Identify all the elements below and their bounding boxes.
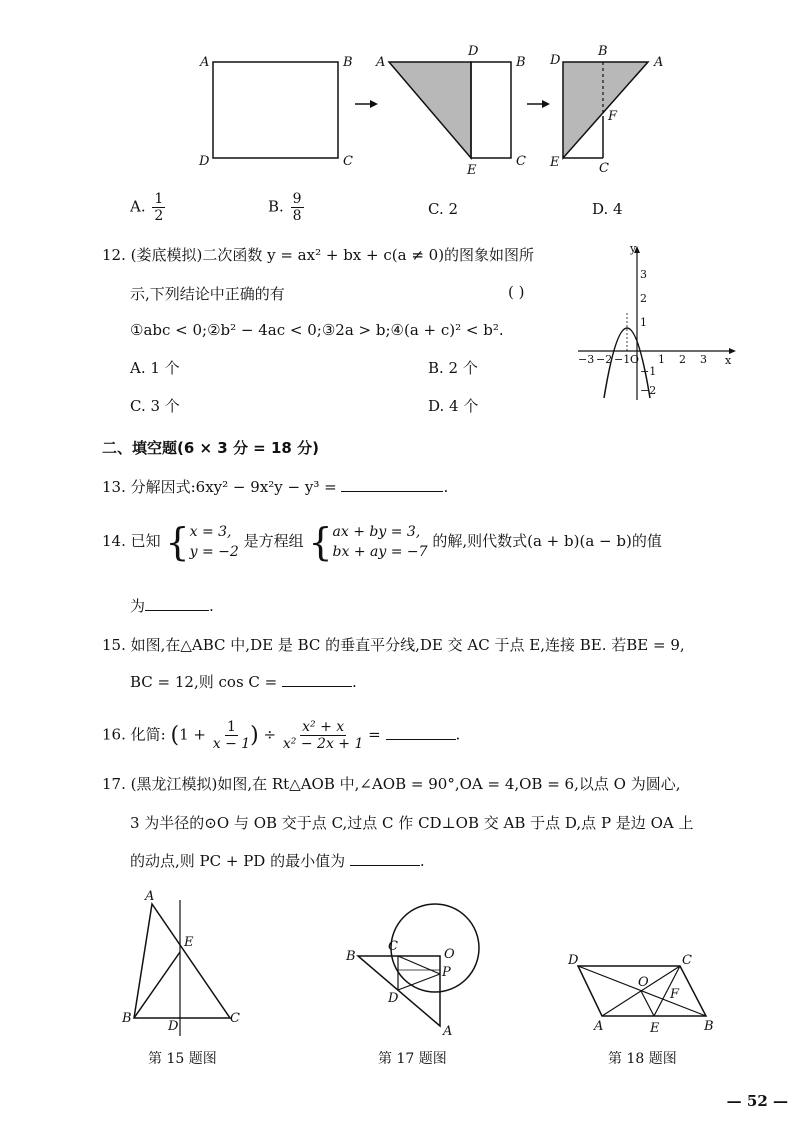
q11-option-a: A. $\frac{1}{2}$ [130,191,164,224]
label-d3: D [550,53,561,68]
fraction-b: $\frac{9}{8}$ [292,191,302,224]
y-tick-2: 2 [640,292,647,305]
segment-be [134,952,180,1018]
f15-label-a: A [145,889,155,904]
q14-line1: 14. 已知 { x = 3, y = −2 是方程组 { ax + by = 3, bx + ay = −7 的解,则代数式(a + b)(a − b)的值 [102,520,662,564]
q12-option-c: C. 3 个 [130,397,180,415]
f15-label-d: D [168,1019,179,1034]
arrow-1-head [370,100,378,108]
segment-cp [398,956,440,974]
q16-fraction-1: $\frac{1}{x - 1}$ [212,719,251,752]
caption-17: 第 17 题图 [378,1051,447,1067]
f18-label-c: C [682,953,692,968]
label-a3: A [654,55,664,70]
f17-label-b: B [346,949,356,964]
label-e3: E [550,155,560,170]
q16-blank[interactable] [386,725,456,740]
q12-line3: ①abc < 0;②b² − 4ac < 0;③2a > b;④(a + c)² < b². [130,321,504,339]
q16-fraction-2: $\frac{\text{x² + x}}{\text{x² − 2x + 1}}$ [282,719,364,752]
figure-17 [345,904,479,1039]
f18-label-o: O [638,975,649,990]
f17-label-d: D [388,991,399,1006]
rect-abcd [213,62,338,158]
arrow-2-head [542,100,550,108]
f17-label-a: A [443,1024,453,1039]
q14-blank[interactable] [145,596,209,611]
f18-label-b: B [704,1019,714,1034]
f18-label-f: F [670,987,680,1002]
f17-label-o: O [444,947,455,962]
system-2: ax + by = 3, bx + ay = −7 [332,524,428,560]
section-title: 二、填空题(6 × 3 分 = 18 分) [102,439,319,457]
rect-2 [471,62,511,158]
q11-option-b: B. $\frac{9}{8}$ [268,191,302,224]
x-tick-3: 3 [700,353,707,366]
bottom-figures [0,880,794,1050]
q17-line2: 3 为半径的⊙O 与 OB 交于点 C,过点 C 作 CD⊥OB 交 AB 于点 D,点 P 是边 OA 上 [130,814,694,832]
y-label: y [630,242,637,255]
label-d1: D [199,154,210,169]
label-a2: A [376,55,386,70]
q11-option-d: D. 4 [592,200,623,218]
y-tick-m1: −1 [640,365,657,378]
figure-15 [121,889,240,1036]
shaded-triangle-3 [563,62,648,158]
q12-option-a: A. 1 个 [130,359,180,377]
segment-pd [398,974,440,990]
label-c1: C [343,154,353,169]
x-tick-2: 2 [679,353,686,366]
q17-line3: 的动点,则 PC + PD 的最小值为 . [130,852,425,870]
label-b1: B [343,55,353,70]
q11-option-c: C. 2 [428,200,459,218]
q15-blank[interactable] [282,672,352,687]
x-tick-m2: −2 [596,353,613,366]
q12-line1: 12. (娄底模拟)二次函数 y = ax² + bx + c(a ≠ 0)的图象如图所 [102,246,535,264]
fold-figure [0,0,794,240]
label-c2: C [516,154,526,169]
x-tick-m3: −3 [578,353,595,366]
q15-line2: BC = 12,则 cos C = . [130,673,357,691]
q12-option-d: D. 4 个 [428,397,479,415]
q12-option-b: B. 2 个 [428,359,478,377]
origin-label: O [630,353,640,366]
x-label: x [725,354,732,367]
q12-paren: ( ) [508,283,525,301]
q17-blank[interactable] [350,851,420,866]
y-tick-m2: −2 [640,384,657,397]
f18-label-d: D [568,953,579,968]
x-tick-m1: −1 [614,353,631,366]
page-number: — 52 — [726,1092,788,1110]
q16: 16. 化简: (1 + $\frac{1}{x - 1}$ ) ÷ $\frac{\text{x² + x}}{\text{x² − 2x + 1}}$ = . [102,719,461,752]
q15-line1: 15. 如图,在△ABC 中,DE 是 BC 的垂直平分线,DE 交 AC 于点 E,连接 BE. 若BE = 9, [102,636,685,654]
f15-label-b: B [122,1011,132,1026]
label-a1: A [200,55,210,70]
caption-18: 第 18 题图 [608,1051,677,1067]
label-f3: F [608,109,618,124]
q13-blank[interactable] [341,477,443,492]
f15-label-c: C [230,1011,240,1026]
circle-o [391,904,479,992]
q12-line2: 示,下列结论中正确的有 [130,285,285,303]
f18-label-a: A [594,1019,604,1034]
q14-line2: 为 . [130,597,214,615]
triangle-abc [134,904,230,1018]
f17-label-p: P [442,965,451,980]
y-tick-1: 1 [640,316,647,329]
label-b3: B [598,44,608,59]
label-e2: E [467,163,477,178]
q17-line1: 17. (黑龙江模拟)如图,在 Rt△AOB 中,∠AOB = 90°,OA = 4,OB = 6,以点 O 为圆心, [102,775,681,793]
f18-label-e: E [650,1021,660,1036]
f17-label-c: C [388,939,398,954]
label-d2: D [468,44,479,59]
system-1: x = 3, y = −2 [189,524,239,560]
x-tick-1: 1 [658,353,665,366]
label-c3: C [599,161,609,176]
label-b2: B [516,55,526,70]
y-tick-3: 3 [640,268,647,281]
parabola-graph [570,238,740,408]
fraction-a: $\frac{1}{2}$ [154,191,164,224]
q13: 13. 分解因式:6xy² − 9x²y − y³ = . [102,478,449,496]
figure-18 [567,953,714,1036]
caption-15: 第 15 题图 [148,1051,217,1067]
f15-label-e: E [184,935,194,950]
shaded-triangle-2 [389,62,471,158]
